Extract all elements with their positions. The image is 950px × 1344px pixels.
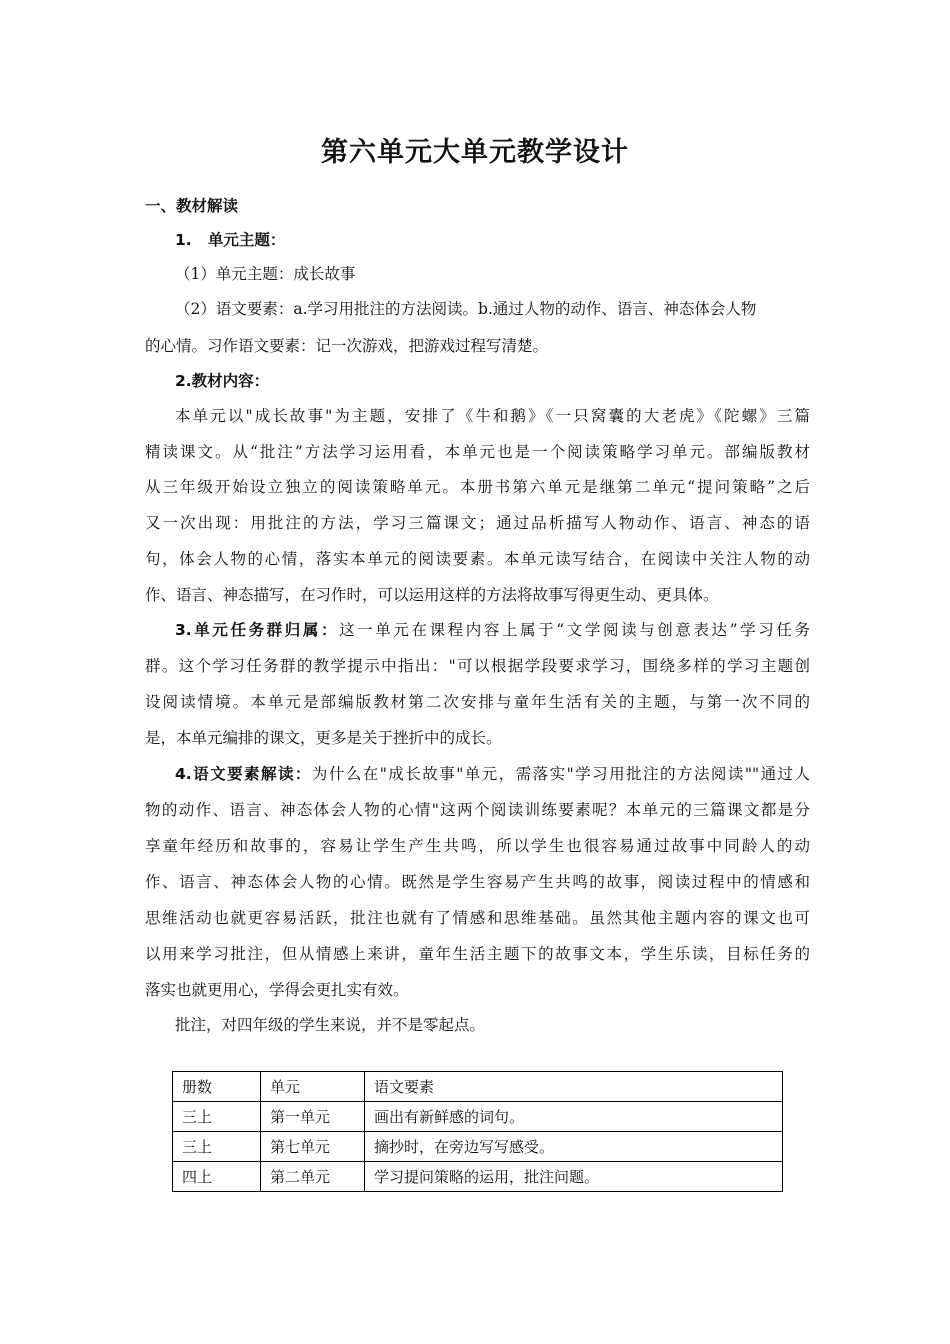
table-header-cell: 册数: [173, 1072, 261, 1102]
element-reading-line-7: 落实也就更用心，学得会更扎实有效。: [145, 981, 409, 999]
element-reading-line-3: 享童年经历和故事的，容易让学生产生共鸣，所以学生也很容易通过故事中同龄人的动: [145, 837, 810, 855]
table-row: [173, 1162, 783, 1192]
table-header-cell: 单元: [261, 1072, 365, 1102]
document-title: 第六单元大单元教学设计: [321, 137, 629, 168]
table-row: [173, 1102, 783, 1132]
table-cell: 三上: [173, 1132, 261, 1162]
task-group-label: 3.单元任务群归属：: [175, 621, 340, 639]
content-paragraph-line-5: 句，体会人物的心情，落实本单元的阅读要素。本单元读写结合，在阅读中关注人物的动: [145, 550, 810, 568]
content-paragraph-line-6: 作、语言、神态描写，在习作时，可以运用这样的方法将故事写得更生动、更具体。: [145, 586, 719, 604]
unit-theme-item-2-line-1: （2）语文要素：a.学习用批注的方法阅读。b.通过人物的动作、语言、神态体会人物: [175, 300, 757, 318]
table-header-cell: 语文要素: [365, 1072, 783, 1102]
table-row: [173, 1132, 783, 1162]
element-reading-label: 4.语文要素解读：: [175, 765, 312, 783]
section-heading-textbook-reading: 一、教材解读: [145, 197, 239, 215]
annotation-units-table: [172, 1071, 783, 1192]
table-cell: 第一单元: [261, 1102, 365, 1132]
table-cell: 第二单元: [261, 1162, 365, 1192]
closing-line: 批注，对四年级的学生来说，并不是零起点。: [175, 1016, 486, 1034]
content-paragraph-line-1: 本单元以"成长故事"为主题，安排了《牛和鹅》《一只窝囊的大老虎》《陀螺》三篇: [175, 407, 810, 425]
content-paragraph-line-4: 又一次出现：用批注的方法，学习三篇课文；通过品析描写人物动作、语言、神态的语: [145, 514, 810, 532]
element-reading-line-2: 物的动作、语言、神态体会人物的心情"这两个阅读训练要素呢？本单元的三篇课文都是分: [145, 801, 810, 819]
task-group-line-2: 群。这个学习任务群的教学提示中指出："可以根据学段要求学习，围绕多样的学习主题创: [145, 657, 810, 675]
task-group-line-3: 设阅读情境。本单元是部编版教材第二次安排与童年生活有关的主题，与第一次不同的: [145, 693, 810, 711]
content-paragraph-line-2: 精读课文。从“批注”方法学习运用看，本单元也是一个阅读策略学习单元。部编版教材: [145, 443, 810, 461]
table-cell: 画出有新鲜感的词句。: [365, 1102, 783, 1132]
element-reading-line-1: [175, 763, 810, 785]
unit-theme-item-1: （1）单元主题：成长故事: [175, 265, 356, 283]
element-reading-line-4: 作、语言、神态体会人物的心情。既然是学生容易产生共鸣的故事，阅读过程中的情感和: [145, 873, 810, 891]
subheading-textbook-content: 2.教材内容：: [175, 372, 270, 390]
task-group-line-4: 是，本单元编排的课文，更多是关于挫折中的成长。: [145, 729, 502, 747]
element-reading-line-5: 思维活动也就更容易活跃，批注也就有了情感和思维基础。虽然其他主题内容的课文也可: [145, 909, 810, 927]
table-header-row: [173, 1072, 783, 1102]
element-reading-line-6: 以用来学习批注，但从情感上来讲，童年生活主题下的故事文本，学生乐读，目标任务的: [145, 945, 810, 963]
table-cell: 四上: [173, 1162, 261, 1192]
element-reading-line-1-text: 为什么在"成长故事"单元，需落实"学习用批注的方法阅读""通过人: [311, 765, 810, 783]
table-cell: 三上: [173, 1102, 261, 1132]
task-group-line-1-text: 这一单元在课程内容上属于“文学阅读与创意表达”学习任务: [339, 621, 810, 639]
table-cell: 学习提问策略的运用，批注问题。: [365, 1162, 783, 1192]
table-cell: 第七单元: [261, 1132, 365, 1162]
content-paragraph-line-3: 从三年级开始设立独立的阅读策略单元。本册书第六单元是继第二单元“提问策略”之后: [145, 478, 810, 496]
table-cell: 摘抄时，在旁边写写感受。: [365, 1132, 783, 1162]
subheading-unit-theme: 1. 单元主题：: [175, 231, 286, 249]
task-group-line-1: [175, 619, 810, 641]
unit-theme-item-2-line-2: 的心情。习作语文要素：记一次游戏，把游戏过程写清楚。: [145, 337, 549, 355]
